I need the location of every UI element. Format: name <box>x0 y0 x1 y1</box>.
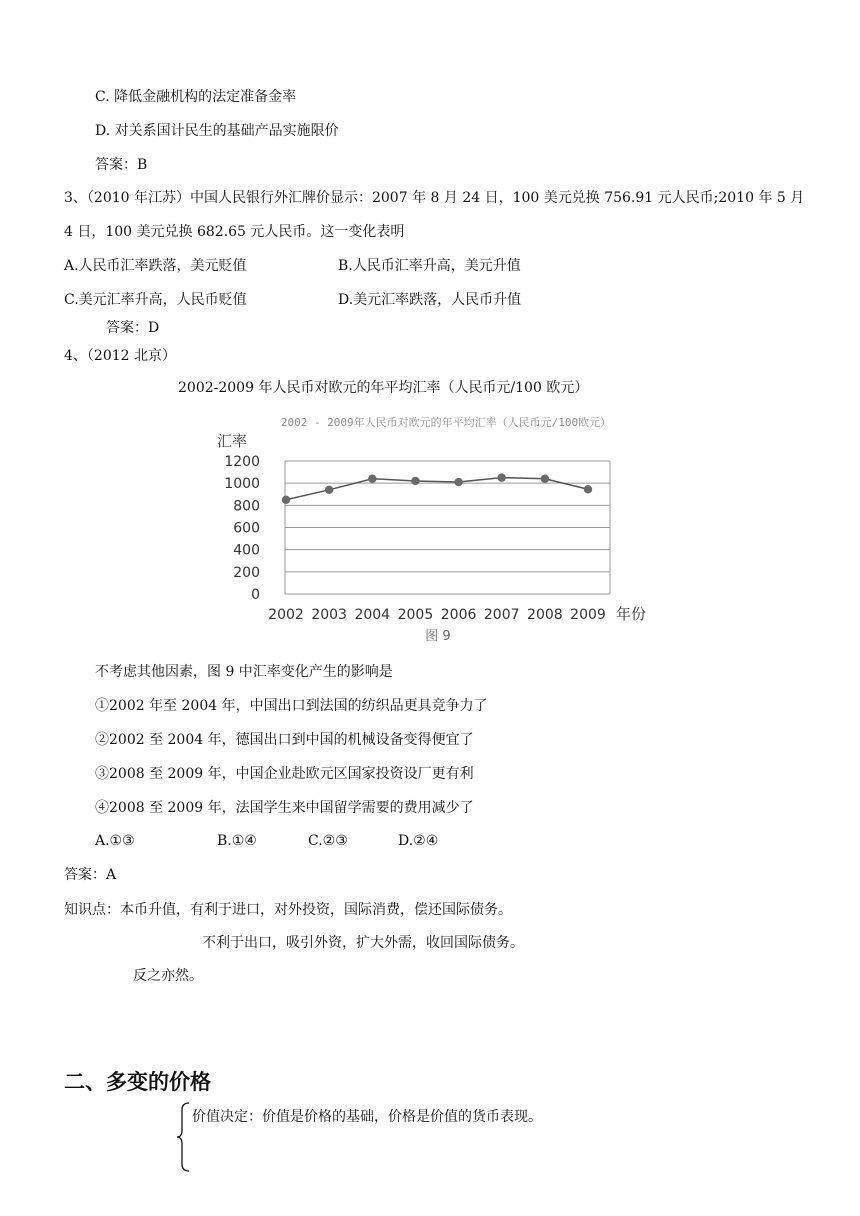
x-tick-label: 2008 <box>527 607 563 623</box>
data-point-2007 <box>498 473 506 481</box>
knowledge-point-1: 知识点：本币升值，有利于进口，对外投资，国际消费，偿还国际债务。 <box>64 902 512 918</box>
data-point-2005 <box>411 477 419 485</box>
chart-inner-title: 2002 - 2009年人民币对欧元的年平均汇率（人民币元/100欧元） <box>280 416 612 429</box>
data-point-2003 <box>325 486 333 494</box>
data-point-2008 <box>541 475 549 483</box>
y-tick-label: 200 <box>233 564 260 581</box>
q4-option-a: A.①③ <box>95 833 135 849</box>
question-3-line-2: 4 日，100 美元兑换 682.65 元人民币。这一变化表明 <box>64 224 405 240</box>
exchange-rate-chart <box>212 404 654 654</box>
y-tick-label: 600 <box>233 520 260 537</box>
data-point-2002 <box>282 496 290 504</box>
chart-caption: 2002-2009 年人民币对欧元的年平均汇率（人民币元/100 欧元） <box>178 380 589 396</box>
x-tick-label: 2006 <box>440 607 477 623</box>
x-tick-label: 2007 <box>483 607 520 623</box>
y-axis-label: 汇率 <box>217 432 248 450</box>
x-tick-label: 2003 <box>311 607 347 623</box>
question-3-line-1: 3、（2010 年江苏）中国人民银行外汇牌价显示：2007 年 8 月 24 日，100 美元兑换 756.91 元人民币;2010 年 5 月 <box>64 190 805 206</box>
section-heading: 二、多变的价格 <box>64 1070 211 1094</box>
statement-3: ③2008 至 2009 年，中国企业赴欧元区国家投资设厂更有利 <box>95 766 474 782</box>
q4-option-b: B.①④ <box>217 833 257 849</box>
x-tick-label: 2004 <box>354 607 391 623</box>
answer-q4: 答案：A <box>64 867 117 883</box>
x-tick-label: 2002 <box>268 607 304 623</box>
x-tick-label: 2009 <box>570 607 606 623</box>
data-point-2004 <box>368 475 376 483</box>
data-point-2006 <box>454 478 462 486</box>
q4-prompt: 不考虑其他因素，图 9 中汇率变化产生的影响是 <box>95 664 393 680</box>
q3-option-c: C.美元汇率升高，人民币贬值 <box>64 292 247 308</box>
statement-2: ②2002 至 2004 年，德国出口到中国的机械设备变得便宜了 <box>95 732 474 748</box>
q4-option-d: D.②④ <box>398 833 439 849</box>
knowledge-point-2: 不利于出口，吸引外资，扩大外需，收回国际债务。 <box>202 935 524 951</box>
option-d: D. 对关系国计民生的基础产品实施限价 <box>95 123 339 139</box>
knowledge-point-3: 反之亦然。 <box>133 968 203 984</box>
x-tick-labels <box>268 607 606 623</box>
y-tick-label: 800 <box>233 498 260 515</box>
figure-label: 图 9 <box>425 629 451 644</box>
data-point-2009 <box>584 485 592 493</box>
statement-1: ①2002 年至 2004 年，中国出口到法国的纺织品更具竞争力了 <box>95 698 488 714</box>
curly-brace <box>176 1102 192 1172</box>
chart-svg <box>212 404 654 654</box>
x-axis-label: 年份 <box>616 605 647 623</box>
y-tick-label: 1200 <box>224 454 260 470</box>
y-tick-label: 0 <box>251 587 260 603</box>
x-tick-label: 2005 <box>397 607 434 623</box>
statement-4: ④2008 至 2009 年，法国学生来中国留学需要的费用减少了 <box>95 800 474 816</box>
grid-lines <box>285 461 610 594</box>
value-determination: 价值决定：价值是价格的基础，价格是价值的货币表现。 <box>192 1109 542 1125</box>
y-tick-label: 1000 <box>224 476 260 493</box>
y-tick-label: 400 <box>233 542 260 559</box>
option-c: C. 降低金融机构的法定准备金率 <box>95 89 297 105</box>
q4-option-c: C.②③ <box>308 833 348 849</box>
question-4-header: 4、（2012 北京） <box>64 348 176 364</box>
answer-q3: 答案：D <box>106 320 160 336</box>
data-points <box>282 473 592 504</box>
y-tick-labels <box>224 454 260 603</box>
q3-option-a: A.人民币汇率跌落，美元贬值 <box>64 258 247 274</box>
q3-option-d: D.美元汇率跌落，人民币升值 <box>338 292 522 308</box>
answer-q2: 答案：B <box>95 157 148 173</box>
q3-option-b: B.人民币汇率升高，美元升值 <box>338 258 521 274</box>
